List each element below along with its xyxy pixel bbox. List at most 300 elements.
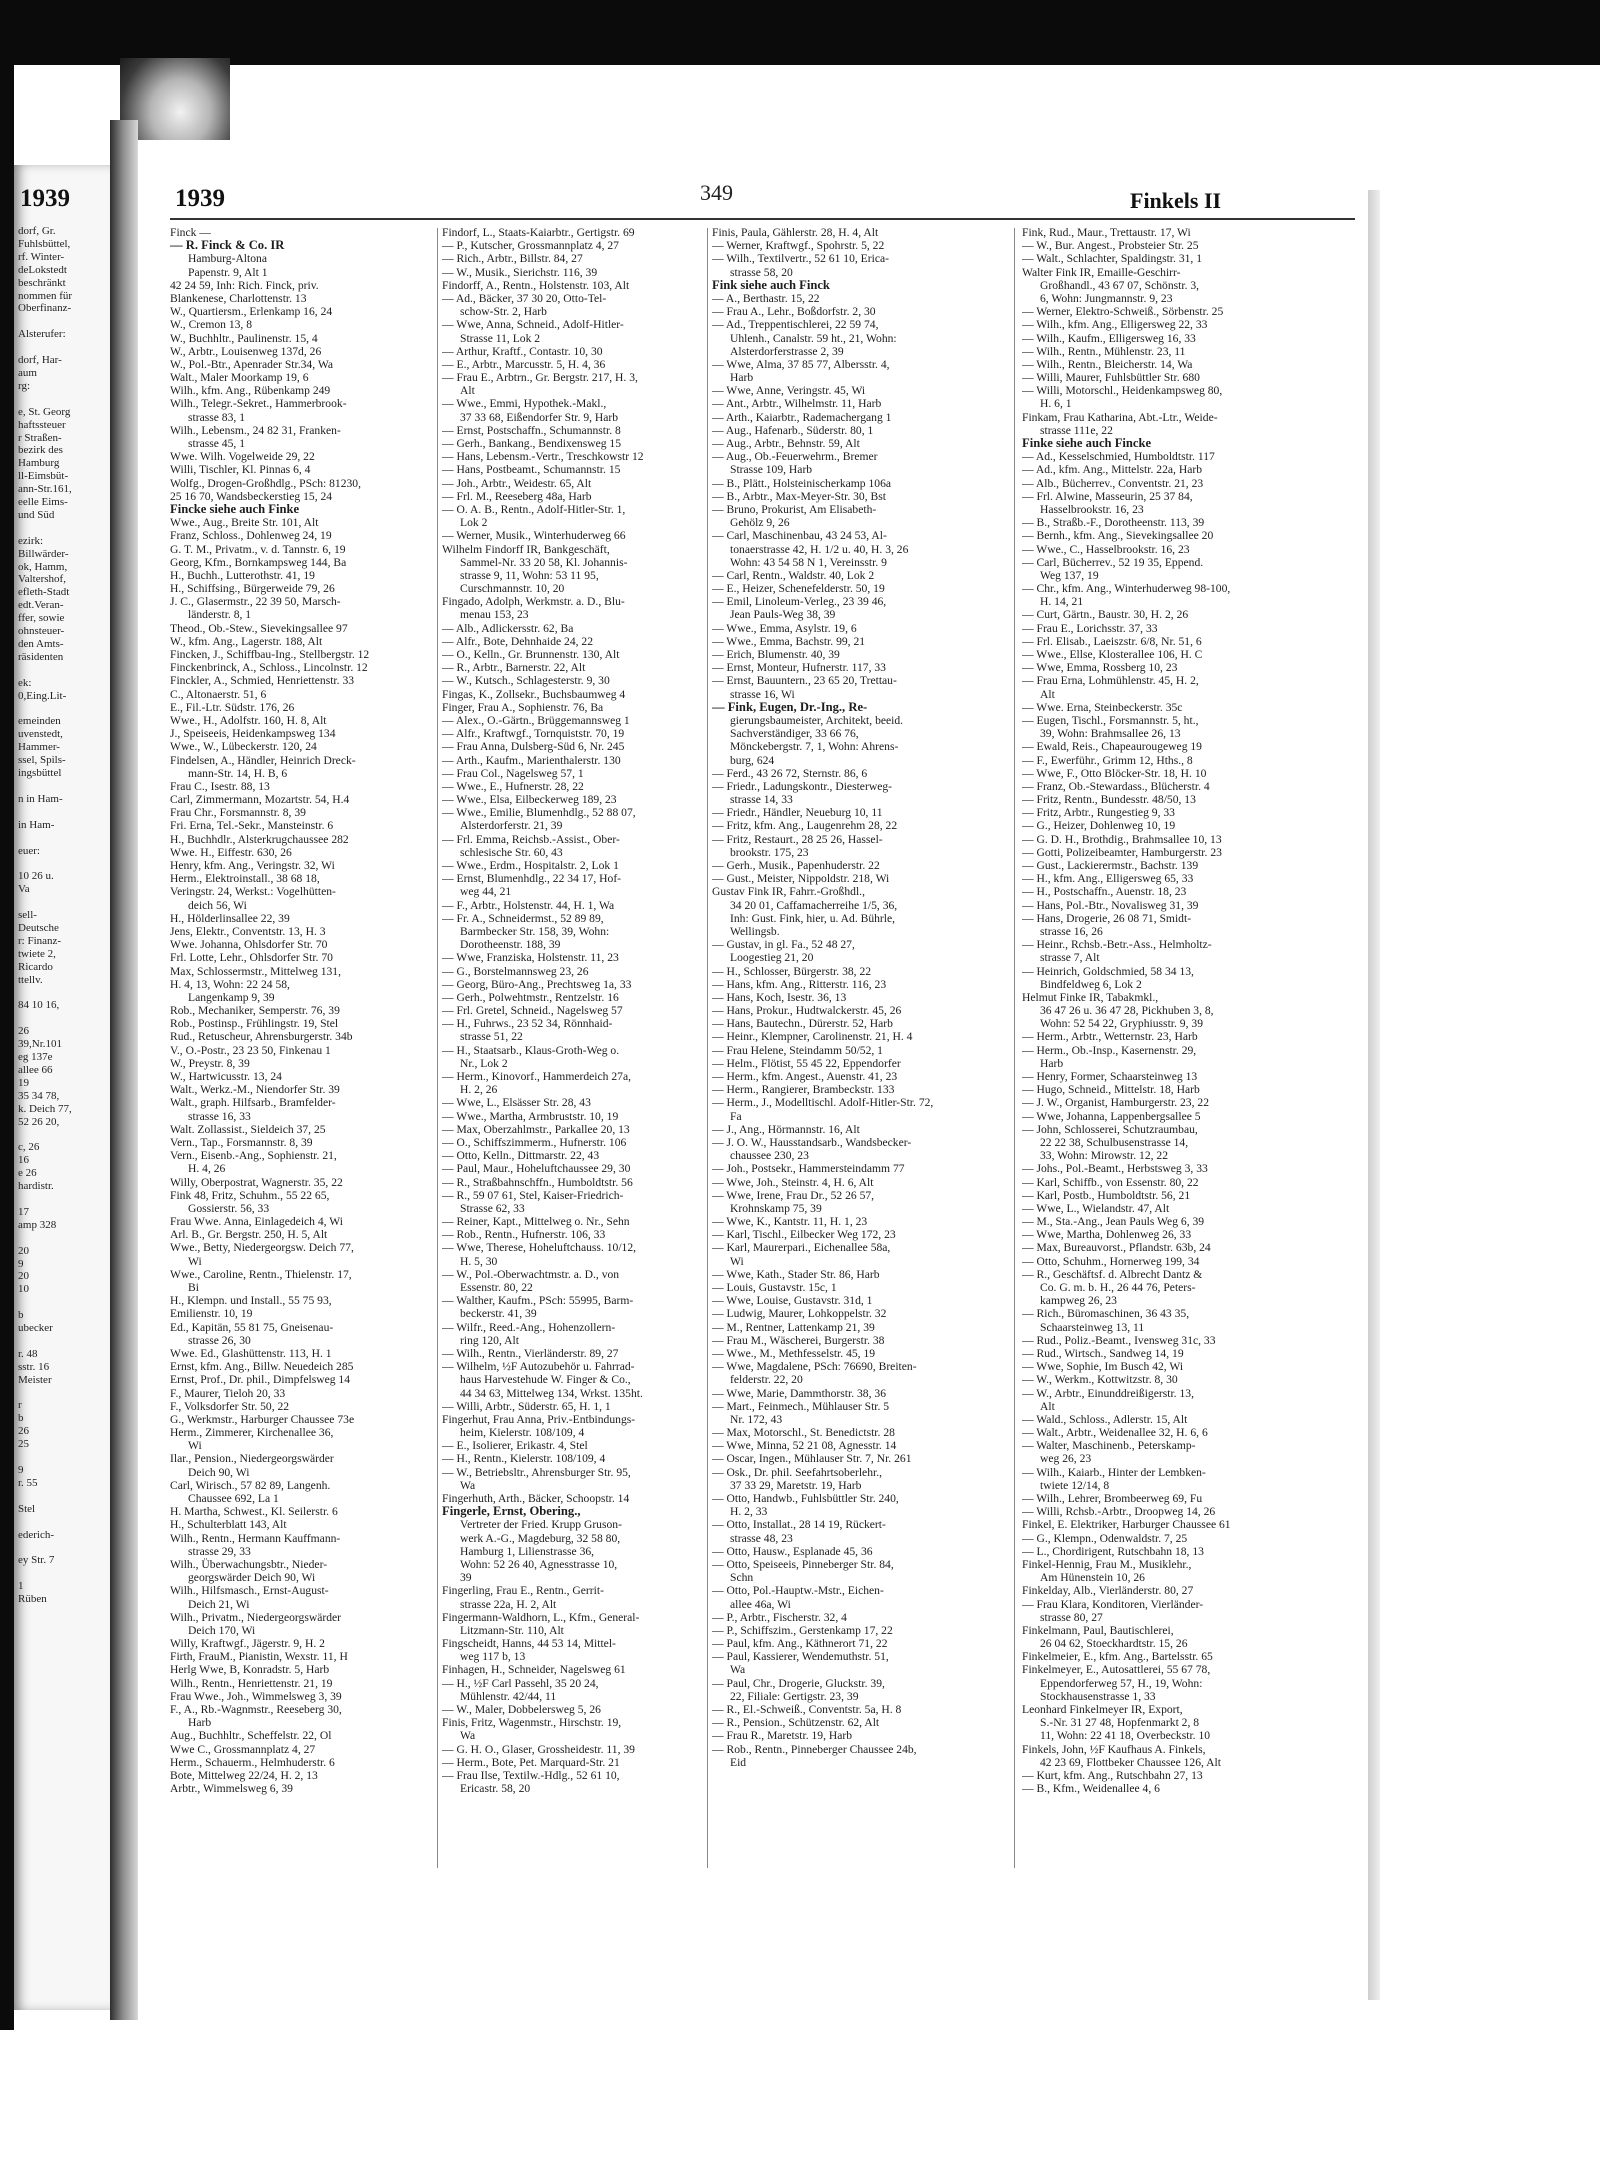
directory-entry: Wohn: 52 54 22, Gryphiusstr. 9, 39 — [1040, 1017, 1203, 1031]
directory-entry: — Paul, kfm. Ang., Käthnerort 71, 22 — [712, 1637, 888, 1651]
directory-entry: beckerstr. 41, 39 — [460, 1307, 537, 1321]
left-fragment-line: nommen für — [18, 289, 73, 302]
left-fragment-line: räsidenten — [18, 650, 64, 663]
directory-entry: Deich 21, Wi — [188, 1597, 250, 1611]
directory-entry: — Ant., Arbtr., Wilhelmstr. 11, Harb — [712, 397, 882, 411]
directory-entry: 26 04 62, Stoeckhardtstr. 15, 26 — [1040, 1637, 1188, 1651]
directory-entry: — Alb., Bücherrev., Conventstr. 21, 23 — [1022, 476, 1204, 490]
directory-entry: Walter Fink IR, Emaille-Geschirr- — [1022, 265, 1181, 279]
directory-entry: Willy, Oberpostrat, Wagnerstr. 35, 22 — [170, 1175, 343, 1189]
directory-entry: Fingscheidt, Hanns, 44 53 14, Mittel- — [442, 1637, 616, 1651]
directory-entry: Alsterdorferstr. 21, 39 — [460, 819, 563, 833]
directory-entry: W., Arbtr., Louisenweg 137d, 26 — [170, 344, 322, 358]
surname-heading: Fincke siehe auch Finke — [170, 501, 300, 516]
directory-entry: — Frau M., Wäscherei, Burgerstr. 38 — [712, 1333, 885, 1347]
directory-entry: — Willi, Motorschl., Heidenkampsweg 80, — [1022, 384, 1223, 398]
directory-entry: Barmbecker Str. 158, 39, Wohn: — [460, 924, 610, 938]
directory-entry: Alsterdorferstrasse 2, 39 — [730, 344, 844, 358]
left-fragment-line: Alsterufer: — [18, 328, 66, 341]
directory-entry: Finkelmann, Paul, Bautischlerei, — [1022, 1623, 1174, 1637]
directory-entry: — A., Berthastr. 15, 22 — [712, 291, 820, 305]
left-fragment-line: 10 26 u. — [18, 870, 54, 883]
directory-entry: — Arthur, Kraftf., Contastr. 10, 30 — [442, 344, 603, 358]
directory-entry: — Wilh., Rentn., Bleicherstr. 14, Wa — [1022, 357, 1193, 371]
directory-entry: — Herm., J., Modelltischl. Adolf-Hitler-Str. 72, — [712, 1096, 934, 1110]
directory-entry: — Herm., Rangierer, Brambeckstr. 133 — [712, 1083, 895, 1097]
directory-entry: ring 120, Alt — [460, 1333, 519, 1347]
directory-entry: — G., Klempn., Odenwaldstr. 7, 25 — [1022, 1531, 1188, 1545]
directory-entry: — J. W., Organist, Hamburgerstr. 23, 22 — [1022, 1096, 1209, 1110]
directory-entry: 37 33 68, Eißendorfer Str. 9, Harb — [460, 410, 619, 424]
directory-entry: Emilienstr. 10, 19 — [170, 1307, 253, 1321]
directory-entry: Frau Wwe. Anna, Einlagedeich 4, Wi — [170, 1215, 343, 1229]
directory-entry: — B., Straßb.-F., Dorotheenstr. 113, 39 — [1022, 516, 1205, 530]
left-fragment-line: eelle Eims- — [18, 496, 68, 509]
directory-entry: Rud., Retuscheur, Ahrensburgerstr. 34b — [170, 1030, 353, 1044]
directory-entry: — W., Musik., Sierichstr. 116, 39 — [442, 265, 598, 279]
directory-entry: E., Fil.-Ltr. Südstr. 176, 26 — [170, 700, 295, 714]
directory-entry: — H., Postschaffn., Auenstr. 18, 23 — [1022, 885, 1187, 899]
directory-entry: — Herm., Ob.-Insp., Kasernenstr. 29, — [1022, 1043, 1197, 1057]
left-fragment-line — [18, 1012, 110, 1025]
directory-entry: Walt., graph. Hilfsarb., Bramfelder- — [170, 1096, 336, 1110]
directory-entry: — Herm., Bote, Pet. Marquard-Str. 21 — [442, 1755, 620, 1769]
directory-entry: — Friedr., Ladungskontr., Diesterweg- — [712, 779, 892, 793]
directory-entry: — Alfr., Kraftwgf., Tornquiststr. 70, 19 — [442, 727, 625, 741]
directory-entry: — Rud., Wirtsch., Sandweg 14, 19 — [1022, 1346, 1184, 1360]
left-fragment-line: rf. Winter- — [18, 250, 65, 263]
directory-entry: strasse 58, 20 — [730, 265, 793, 279]
directory-entry: — Walt., Arbtr., Weidenallee 32, H. 6, 6 — [1022, 1426, 1208, 1440]
directory-entry: Nr., Lok 2 — [460, 1056, 508, 1070]
directory-entry: — Frau R., Maretstr. 19, Harb — [712, 1729, 853, 1743]
directory-entry: Bindfeldweg 6, Lok 2 — [1040, 977, 1142, 991]
directory-entry: — E., Heizer, Schenefelderstr. 50, 19 — [712, 582, 885, 596]
left-fragment-line: Deutsche — [18, 921, 59, 934]
directory-entry: 44 34 63, Mittelweg 134, Wrkst. 135ht. — [460, 1386, 643, 1400]
directory-entry: Eppendorferweg 57, H., 19, Wohn: — [1040, 1676, 1203, 1690]
directory-entry: strasse 9, 11, Wohn: 53 11 95, — [460, 568, 599, 582]
directory-entry: Helmut Finke IR, Tabakmkl., — [1022, 990, 1159, 1004]
directory-entry: — Wwe., Emilie, Blumenhdlg., 52 88 07, — [442, 806, 636, 820]
directory-entry: haus Harvestehude W. Finger & Co., — [460, 1373, 631, 1387]
directory-entry: — Ernst, Bauuntern., 23 65 20, Trettau- — [712, 674, 897, 688]
directory-entry: werk A.-G., Magdeburg, 32 58 80, — [460, 1531, 621, 1545]
directory-entry: — Frau Erna, Lohmühlenstr. 45, H. 2, — [1022, 674, 1199, 688]
left-fragment-line — [18, 1516, 110, 1529]
left-fragment-line — [18, 1541, 110, 1554]
directory-entry: — Wwe, Anne, Veringstr. 45, Wi — [712, 384, 866, 398]
directory-entry: — Werner, Kraftwgf., Spohrstr. 5, 22 — [712, 239, 885, 253]
directory-entry: — W., Betriebsltr., Ahrensburger Str. 95, — [442, 1465, 631, 1479]
column-rule — [707, 228, 708, 1868]
directory-entry: — Frl. M., Reeseberg 48a, Harb — [442, 489, 592, 503]
directory-entry: — P., Schiffszim., Gerstenkamp 17, 22 — [712, 1623, 893, 1637]
directory-entry: — R., Pension., Schützenstr. 62, Alt — [712, 1716, 880, 1730]
directory-entry: Frau Wwe., Joh., Wimmelsweg 3, 39 — [170, 1689, 342, 1703]
directory-entry: Herlg Wwe, B, Konradstr. 5, Harb — [170, 1663, 330, 1677]
directory-entry: — Oscar, Ingen., Mühlauser Str. 7, Nr. 261 — [712, 1452, 912, 1466]
directory-entry: — Frau E., Arbtrn., Gr. Bergstr. 217, H. 3, — [442, 371, 638, 385]
directory-entry: — Hugo, Schneid., Mittelstr. 18, Harb — [1022, 1083, 1200, 1097]
left-fragment-line: haftssteuer — [18, 418, 66, 431]
directory-entry: Vertreter der Fried. Krupp Gruson- — [460, 1518, 622, 1532]
directory-entry: Finkelmeyer, E., Autosattlerei, 55 67 78, — [1022, 1663, 1211, 1677]
directory-entry: — Walt., Schlachter, Spaldingstr. 31, 1 — [1022, 252, 1203, 266]
directory-entry: — Willi, Maurer, Fuhlsbüttler Str. 680 — [1022, 371, 1200, 385]
left-fragment-line — [18, 780, 110, 793]
left-fragment-line: ssel, Spils- — [18, 754, 66, 767]
directory-entry: Wi — [730, 1254, 744, 1268]
running-head: Finkels II — [1130, 188, 1222, 213]
directory-entry: — Heinrich, Goldschmied, 58 34 13, — [1022, 964, 1194, 978]
directory-entry: Aug., Buchhltr., Scheffelstr. 22, Ol — [170, 1729, 332, 1743]
directory-entry: Fingerhut, Frau Anna, Priv.-Entbindungs- — [442, 1412, 636, 1426]
directory-entry: Mühlenstr. 42/44, 11 — [460, 1689, 557, 1703]
directory-entry: — Wwe, Irene, Frau Dr., 52 26 57, — [712, 1188, 875, 1202]
directory-entry: — B., Arbtr., Max-Meyer-Str. 30, Bst — [712, 489, 886, 503]
directory-entry: Findorf, L., Staats-Kaiarbtr., Gertigstr. 69 — [442, 226, 635, 239]
directory-entry: Strasse 109, Harb — [730, 463, 813, 477]
directory-entry: 11, Wohn: 22 41 18, Overbeckstr. 10 — [1040, 1729, 1211, 1743]
directory-entry: — Joh., Arbtr., Weidestr. 65, Alt — [442, 476, 592, 490]
left-fragment-line: Meister — [18, 1373, 52, 1386]
left-fragment-line: twiete 2, — [18, 947, 56, 960]
directory-entry: Firth, FrauM., Pianistin, Wexstr. 11, H — [170, 1650, 348, 1664]
directory-entry: — J., Ang., Hörmannstr. 16, Alt — [712, 1122, 860, 1136]
left-fragment-line: 39,Nr.101 — [18, 1038, 62, 1051]
left-fragment-line — [18, 1296, 110, 1309]
directory-entry: Alt — [1040, 687, 1055, 701]
directory-entry: — Otto, Installat., 28 14 19, Rückert- — [712, 1518, 886, 1532]
directory-entry: Wohn: 52 26 40, Agnesstrasse 10, — [460, 1557, 618, 1571]
directory-entry: — Herm., Kinovorf., Hammerdeich 27a, — [442, 1070, 631, 1083]
directory-entry: — Aug., Ob.-Feuerwehrm., Bremer — [712, 450, 878, 464]
directory-entry: H. 2, 33 — [730, 1505, 768, 1519]
directory-entry: Wilh., Überwachungsbtr., Nieder- — [170, 1557, 328, 1571]
directory-entry: — Herm., kfm. Angest., Auenstr. 41, 23 — [712, 1070, 898, 1083]
directory-entry: — Reiner, Kapt., Mittelweg o. Nr., Sehn — [442, 1215, 630, 1229]
left-fragment-line: dorf, Har- — [18, 354, 62, 367]
directory-entry: Weg 137, 19 — [1040, 568, 1099, 582]
directory-entry: — Wwe, Franziska, Holstenstr. 11, 23 — [442, 951, 619, 965]
directory-entry: Rob., Mechaniker, Semperstr. 76, 39 — [170, 1004, 340, 1018]
directory-entry: — Hans, Prokur., Hudtwalckerstr. 45, 26 — [712, 1004, 902, 1018]
directory-entry: — Bruno, Prokurist, Am Elisabeth- — [712, 502, 877, 516]
left-fragment-line: r Straßen- — [18, 431, 62, 444]
directory-entry: strasse 16, 26 — [1040, 924, 1103, 938]
directory-entry: 33, Wohn: Mirowstr. 12, 22 — [1040, 1149, 1169, 1163]
directory-entry: — Paul, Kassierer, Wendemuthstr. 51, — [712, 1650, 889, 1664]
directory-entry: Wwe. Wilh. Vogelweide 29, 22 — [170, 450, 315, 464]
left-fragment-line: 20 — [18, 1244, 29, 1257]
directory-entry: Fink 48, Fritz, Schuhm., 55 22 65, — [170, 1188, 330, 1202]
left-fragment-line — [18, 986, 110, 999]
left-fragment-line: 35 34 78, — [18, 1089, 60, 1102]
directory-entry: Co. G. m. b. H., 26 44 76, Peters- — [1040, 1281, 1196, 1294]
directory-entry: W., Buchhltr., Paulinenstr. 15, 4 — [170, 331, 318, 345]
directory-entry: Finkel-Hennig, Frau M., Musiklehr., — [1022, 1557, 1192, 1571]
directory-entry: 6, Wohn: Jungmannstr. 9, 23 — [1040, 291, 1173, 305]
directory-entry: — L., Chordirigent, Rutschbahn 18, 13 — [1022, 1544, 1204, 1558]
directory-entry: Schaarsteinweg 13, 11 — [1040, 1320, 1145, 1334]
left-fragment-line — [18, 1193, 110, 1206]
directory-entry: H. 5, 30 — [460, 1254, 498, 1268]
directory-entry: — Osk., Dr. phil. Seefahrtsoberlehr., — [712, 1465, 883, 1479]
directory-entry: W., Quartiersm., Erlenkamp 16, 24 — [170, 305, 333, 319]
directory-entry: 39 — [460, 1571, 472, 1585]
left-fragment-line: bezirk des — [18, 444, 63, 457]
directory-entry: — Wwe, L., Wielandstr. 47, Alt — [1022, 1201, 1170, 1215]
directory-entry: — Wwe, F., Otto Blöcker-Str. 18, H. 10 — [1022, 766, 1207, 780]
left-fragment-line: aum — [18, 366, 37, 379]
surname-heading: Fingerle, Ernst, Obering., — [442, 1504, 581, 1519]
directory-entry: strasse 16, Wi — [730, 687, 795, 701]
directory-entry: Max, Schlossermstr., Mittelweg 131, — [170, 964, 341, 978]
directory-entry: Stockhausenstrasse 1, 33 — [1040, 1689, 1156, 1703]
directory-entry: Walt., Werkz.-M., Niendorfer Str. 39 — [170, 1083, 340, 1097]
left-fragment-line: 0,Eing.Lit- — [18, 689, 67, 702]
directory-entry: — Aug., Hafenarb., Süderstr. 80, 1 — [712, 423, 874, 437]
directory-entry: — Hans, Postbeamt., Schumannstr. 15 — [442, 463, 621, 477]
directory-entry: — Frl. Alwine, Masseurin, 25 37 84, — [1022, 489, 1193, 503]
left-fragment-line: r. 55 — [18, 1476, 38, 1489]
directory-entry: — R., Arbtr., Barnerstr. 22, Alt — [442, 661, 586, 675]
directory-entry: — Werner, Musik., Winterhuderweg 66 — [442, 529, 626, 543]
directory-entry: Wilh., Hilfsmasch., Ernst-August- — [170, 1584, 329, 1598]
directory-entry: Finckenbrinck, A., Schloss., Lincolnstr. 12 — [170, 661, 368, 675]
directory-entry: — Gust., Lackierermstr., Bachstr. 139 — [1022, 859, 1199, 872]
left-fragment-line: 9 — [18, 1257, 24, 1270]
directory-entry: Herm., Elektroinstall., 38 68 18, — [170, 872, 320, 886]
directory-entry: — Chr., kfm. Ang., Winterhuderweg 98-100, — [1022, 582, 1231, 596]
left-fragment-line: Stel — [18, 1502, 36, 1515]
directory-entry: Ericastr. 58, 20 — [460, 1782, 531, 1796]
directory-entry: — Wilh., Rentn., Mühlenstr. 23, 11 — [1022, 344, 1186, 358]
directory-entry: — Wwe, Anna, Schneid., Adolf-Hitler- — [442, 318, 624, 332]
directory-entry: Essenstr. 80, 22 — [460, 1281, 533, 1294]
directory-entry: — Gerh., Musik., Papenhuderstr. 22 — [712, 859, 880, 872]
directory-entry: Finkelmeier, E., kfm. Ang., Bartelsstr. 65 — [1022, 1650, 1213, 1664]
directory-entry: — Wwe, Alma, 37 85 77, Albersstr. 4, — [712, 357, 890, 371]
directory-entry: — Wwe., Elsa, Eilbeckerweg 189, 23 — [442, 793, 617, 807]
left-fragment-line: 52 26 20, — [18, 1115, 60, 1128]
directory-entry: — Wwe., Erdm., Hospitalstr. 2, Lok 1 — [442, 859, 619, 872]
directory-entry: — Helm., Flötist, 55 45 22, Eppendorfer — [712, 1056, 901, 1070]
directory-entry: Frl. Lotte, Lehr., Ohlsdorfer Str. 70 — [170, 951, 333, 965]
directory-entry: F., Volksdorfer Str. 50, 22 — [170, 1399, 290, 1413]
left-fragment-line: b — [18, 1412, 24, 1425]
directory-entry: — Eugen, Tischl., Forsmannstr. 5, ht., — [1022, 713, 1199, 727]
directory-entry: strasse 111e, 22 — [1040, 423, 1113, 437]
directory-entry: Theod., Ob.-Stew., Sievekingsallee 97 — [170, 621, 348, 635]
directory-entry: strasse 80, 27 — [1040, 1610, 1103, 1624]
directory-entry: Ernst, Prof., Dr. phil., Dimpfelsweg 14 — [170, 1373, 351, 1387]
directory-entry: — Wwe, Louise, Gustavstr. 31d, 1 — [712, 1294, 873, 1308]
directory-entry: H. Martha, Schwest., Kl. Seilerstr. 6 — [170, 1505, 338, 1519]
directory-entry: — Wilfr., Reed.-Ang., Hohenzollern- — [442, 1320, 616, 1334]
directory-entry: Sammel-Nr. 33 20 58, Kl. Johannis- — [460, 555, 628, 569]
directory-entry: — Wwe, Johanna, Lappenbergsallee 5 — [1022, 1109, 1201, 1123]
left-fragment-line — [18, 1128, 110, 1141]
page-year: 1939 — [175, 185, 225, 212]
directory-entry: — Arth., Kaufm., Marienthalerstr. 130 — [442, 753, 621, 767]
directory-entry: — Ludwig, Maurer, Lohkoppelstr. 32 — [712, 1307, 887, 1321]
directory-entry: — Alex., O.-Gärtn., Brüggemannsweg 1 — [442, 713, 630, 727]
directory-entry: — H., kfm. Ang., Elligersweg 65, 33 — [1022, 872, 1194, 886]
directory-entry: W., Pol.-Btr., Apenrader Str.34, Wa — [170, 357, 333, 371]
left-fragment-line: eg 137e — [18, 1051, 53, 1063]
directory-entry: Rob., Postinsp., Frühlingstr. 19, Stel — [170, 1017, 339, 1031]
left-fragment-line: e, St. Georg — [18, 405, 71, 418]
directory-entry: — John, Schlosserei, Schutzraumbau, — [1022, 1122, 1198, 1136]
left-fragment-line: 20 — [18, 1270, 29, 1283]
directory-entry: — Otto, Pol.-Hauptw.-Mstr., Eichen- — [712, 1584, 884, 1598]
directory-entry: — Aug., Arbtr., Behnstr. 59, Alt — [712, 437, 860, 450]
directory-entry: — Otto, Handwb., Fuhlsbüttler Str. 240, — [712, 1492, 899, 1505]
directory-entry: Gossierstr. 56, 33 — [188, 1201, 270, 1215]
left-fragment-line — [18, 393, 110, 406]
left-fragment-line — [18, 522, 110, 535]
directory-entry: Langenkamp 9, 39 — [188, 990, 275, 1004]
directory-entry: — H., ½F Carl Passehl, 35 20 24, — [442, 1676, 599, 1690]
directory-entry: Willi, Tischler, Kl. Pinnas 6, 4 — [170, 463, 311, 477]
directory-entry: Deich 90, Wi — [188, 1465, 250, 1479]
directory-entry: — W., Bur. Angest., Probsteier Str. 25 — [1022, 239, 1199, 253]
directory-entry: H. 14, 21 — [1040, 595, 1084, 609]
left-fragment-line: den Amts- — [18, 638, 64, 650]
left-fragment-line: amp 328 — [18, 1218, 57, 1231]
directory-entry: — W., Pol.-Oberwachtmstr. a. D., von — [442, 1267, 620, 1281]
directory-entry: brookstr. 175, 23 — [730, 845, 809, 859]
directory-entry: Finkelday, Alb., Vierländerstr. 80, 27 — [1022, 1584, 1194, 1598]
left-fragment-line — [18, 341, 110, 354]
directory-entry: — Gerh., Polwehtmstr., Rentzelstr. 16 — [442, 990, 619, 1004]
left-fragment-line: dorf, Gr. — [18, 225, 56, 237]
left-page-text — [18, 225, 110, 1606]
directory-entry: Chaussee 692, La 1 — [188, 1492, 279, 1505]
directory-entry: — Heinr., Klempner, Carolinenstr. 21, H. 4 — [712, 1030, 913, 1044]
directory-entry: — Rich., Büromaschinen, 36 43 35, — [1022, 1307, 1190, 1321]
left-fragment-line: ann-Str.161, — [18, 483, 72, 496]
directory-entry: gierungsbaumeister, Architekt, beeid. — [730, 713, 904, 727]
directory-entry: — Wwe., M., Methfesselstr. 45, 19 — [712, 1346, 876, 1360]
directory-entry: strasse 83, 1 — [188, 410, 245, 424]
directory-entry: — Wwe, Therese, Hoheluftchauss. 10/12, — [442, 1241, 637, 1255]
directory-entry: Willy, Kraftwgf., Jägerstr. 9, H. 2 — [170, 1637, 325, 1651]
directory-entry: Krohnskamp 75, 39 — [730, 1201, 822, 1215]
column-1 — [170, 226, 432, 1876]
directory-entry: — Alfr., Bote, Dehnhaide 24, 22 — [442, 634, 594, 648]
directory-entry: Wi — [188, 1439, 202, 1453]
directory-entry: — Frl. Gretel, Schneid., Nagelsweg 57 — [442, 1004, 623, 1018]
directory-entry: weg 117 b, 13 — [460, 1650, 526, 1664]
directory-entry: — H., Schlosser, Bürgerstr. 38, 22 — [712, 964, 872, 978]
directory-entry: — Fritz, Rentn., Bundesstr. 48/50, 13 — [1022, 793, 1196, 807]
column-4 — [1022, 226, 1340, 1876]
directory-entry: Schn — [730, 1571, 754, 1585]
directory-entry: Wwe. H., Eiffestr. 630, 26 — [170, 845, 292, 859]
directory-entry: — Hans, Pol.-Btr., Novalisweg 31, 39 — [1022, 898, 1199, 912]
directory-entry: — R., Straßbahnschffn., Humboldtstr. 56 — [442, 1175, 633, 1189]
directory-entry: Walt. Zollassist., Sieldeich 37, 25 — [170, 1122, 326, 1136]
directory-entry: — Johs., Pol.-Beamt., Herbstsweg 3, 33 — [1022, 1162, 1208, 1176]
directory-entry: — Rud., Poliz.-Beamt., Ivensweg 31c, 33 — [1022, 1333, 1216, 1347]
directory-entry: — Karl, Maurerpari., Eichenallee 58a, — [712, 1241, 891, 1255]
directory-entry: — Gerh., Bankang., Bendixensweg 15 — [442, 437, 622, 450]
left-fragment-line: ohnsteuer- — [18, 625, 65, 638]
directory-entry: Frau Chr., Forsmannstr. 8, 39 — [170, 806, 306, 820]
directory-entry: Ed., Kapitän, 55 81 75, Gneisenau- — [170, 1320, 334, 1334]
directory-entry: W., Cremon 13, 8 — [170, 318, 253, 332]
scan-border-left — [0, 0, 14, 2030]
column-2 — [442, 226, 704, 1876]
directory-entry: Wwe., Aug., Breite Str. 101, Alt — [170, 516, 319, 530]
directory-entry: H. 6, 1 — [1040, 397, 1072, 411]
directory-entry: — Georg, Büro-Ang., Prechtsweg 1a, 33 — [442, 977, 632, 991]
left-fragment-line — [18, 1232, 110, 1245]
directory-entry: Wellingsb. — [730, 924, 780, 938]
directory-entry: Finkels, John, ½F Kaufhaus A. Finkels, — [1022, 1742, 1206, 1756]
left-fragment-line: ederich- — [18, 1528, 55, 1541]
left-fragment-line — [18, 1567, 110, 1580]
directory-entry: Fingas, K., Zollsekr., Buchsbaumweg 4 — [442, 687, 626, 701]
directory-entry: W., Preystr. 8, 39 — [170, 1056, 250, 1070]
directory-entry: Henry, kfm. Ang., Veringstr. 32, Wi — [170, 859, 335, 872]
left-fragment-line: Rüben — [18, 1593, 47, 1606]
directory-entry: — Gotti, Polizeibeamter, Hamburgerstr. 23 — [1022, 845, 1222, 859]
directory-entry: strasse 7, Alt — [1040, 951, 1100, 965]
directory-entry: — W., Maler, Dobbelersweg 5, 26 — [442, 1703, 601, 1716]
directory-entry: — Wwe., C., Hasselbrookstr. 16, 23 — [1022, 542, 1190, 556]
directory-entry: Sachverständiger, 33 66 76, — [730, 727, 859, 741]
directory-entry: — Carl, Rentn., Waldstr. 40, Lok 2 — [712, 568, 875, 582]
directory-entry: Wwe C., Grossmannplatz 4, 27 — [170, 1742, 316, 1756]
directory-entry: — Walter, Maschinenb., Peterskamp- — [1022, 1439, 1196, 1453]
directory-entry: — Erich, Blumenstr. 40, 39 — [712, 648, 840, 661]
directory-entry: 39, Wohn: Brahmsallee 26, 13 — [1040, 727, 1181, 741]
directory-entry: Strasse 62, 33 — [460, 1201, 525, 1215]
directory-entry: F., Maurer, Tieloh 20, 33 — [170, 1386, 286, 1400]
directory-entry: — Frau Col., Nagelsweg 57, 1 — [442, 766, 584, 780]
left-fragment-line: hardistr. — [18, 1180, 54, 1193]
left-fragment-line: efleth-Stadt — [18, 586, 70, 599]
left-page-year: 1939 — [20, 185, 70, 212]
left-fragment-line: 10 — [18, 1283, 29, 1296]
directory-entry: Fa — [730, 1109, 742, 1123]
directory-entry: — Wwe, Magdalene, PSch: 76690, Breiten- — [712, 1360, 917, 1374]
left-fragment-line: Va — [18, 883, 30, 896]
directory-entry: Blankenese, Charlottenstr. 13 — [170, 291, 307, 305]
directory-entry: Ernst, kfm. Ang., Billw. Neuedeich 285 — [170, 1360, 354, 1374]
directory-entry: Ilar., Pension., Niedergeorgswärder — [170, 1452, 334, 1466]
left-fragment-line: ttellv. — [18, 973, 43, 986]
directory-entry: Papenstr. 9, Alt 1 — [188, 265, 268, 279]
directory-entry: 22 22 38, Schulbusenstrasse 14, — [1040, 1135, 1189, 1149]
directory-entry: — Wwe, Minna, 52 21 08, Agnesstr. 14 — [712, 1439, 897, 1453]
directory-entry: Wilh., Telegr.-Sekret., Hammerbrook- — [170, 397, 347, 411]
directory-entry: menau 153, 23 — [460, 608, 529, 622]
directory-entry: — Wald., Schloss., Adlerstr. 15, Alt — [1022, 1412, 1188, 1426]
directory-entry: — Wilhelm, ½F Autozubehör u. Fahrrad- — [442, 1360, 635, 1374]
directory-entry: — Friedr., Händler, Neueburg 10, 11 — [712, 806, 883, 820]
left-fragment-line: beschränkt — [18, 276, 66, 289]
directory-entry: Harb — [1040, 1056, 1064, 1070]
directory-entry: — Ewald, Reis., Chapeaurougeweg 19 — [1022, 740, 1202, 754]
directory-entry: H., Klempn. und Install., 55 75 93, — [170, 1294, 332, 1308]
directory-entry: — Paul, Maur., Hoheluftchaussee 29, 30 — [442, 1162, 631, 1176]
directory-entry: Wilh., Rentn., Hermann Kauffmann- — [170, 1531, 341, 1545]
